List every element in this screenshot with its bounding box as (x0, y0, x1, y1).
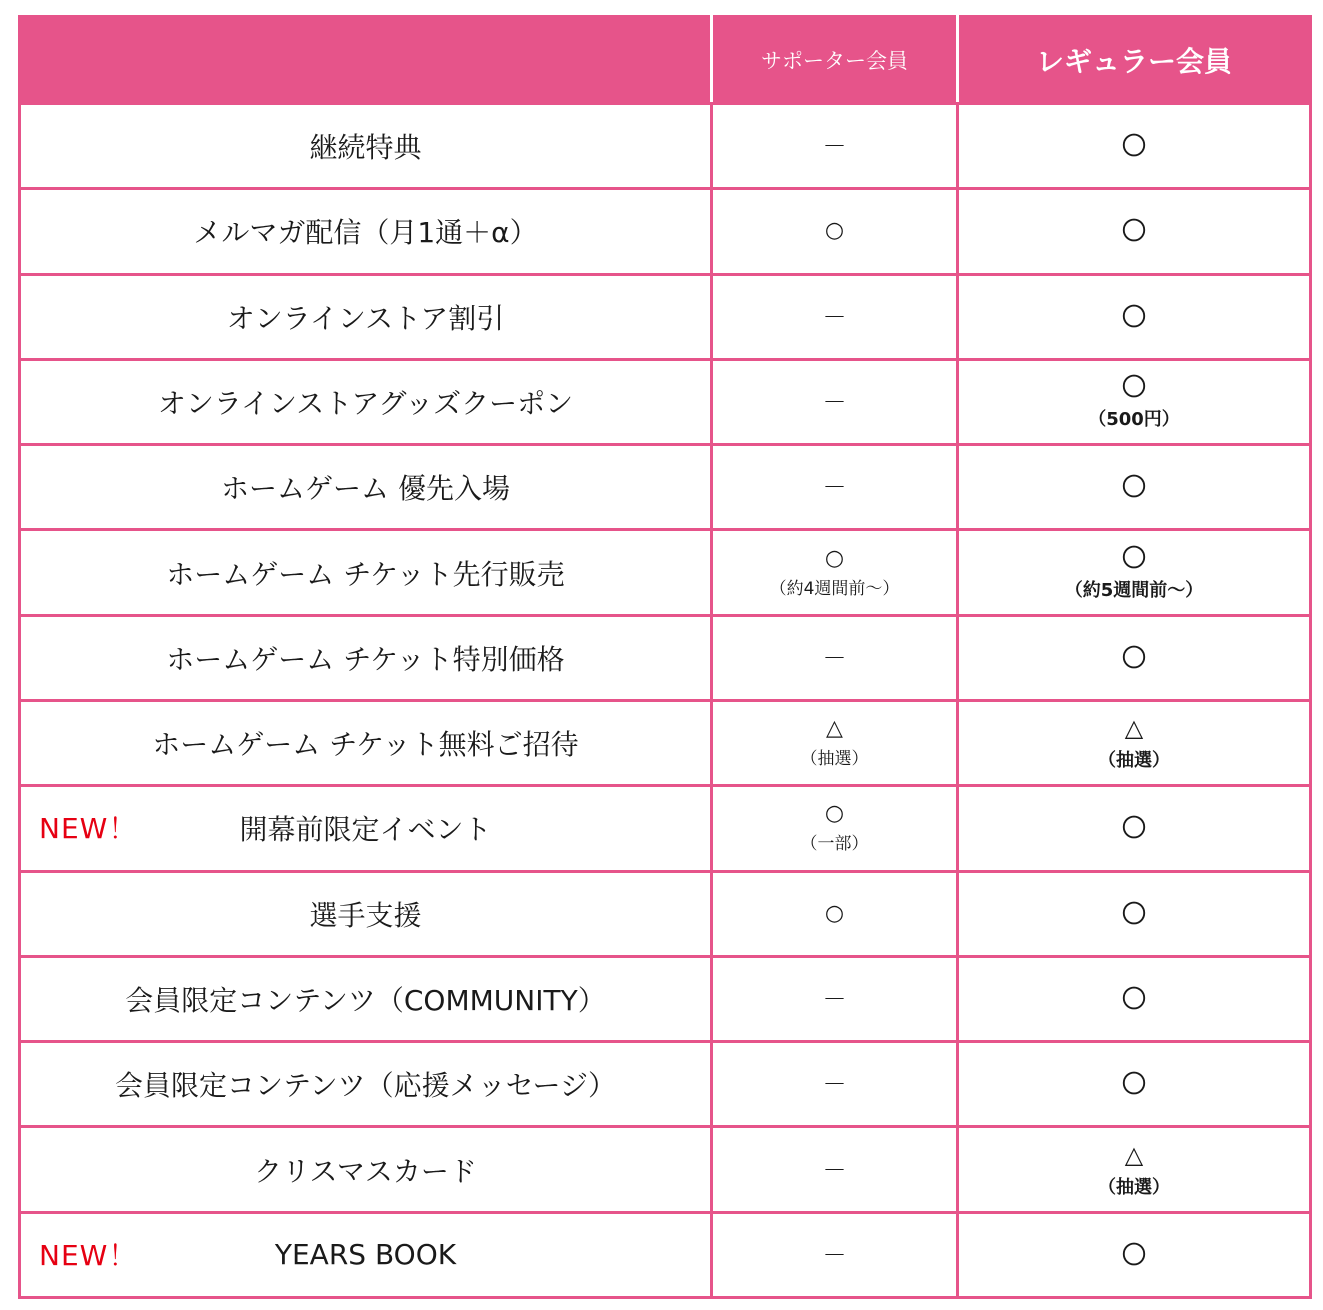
table-row (20, 104, 1311, 189)
feature-cell (20, 1212, 712, 1297)
regular-cell (958, 530, 1311, 615)
table-row (20, 700, 1311, 785)
regular-mark: 〇 (1122, 217, 1146, 246)
supporter-mark: － (822, 302, 847, 331)
regular-cell (958, 189, 1311, 274)
feature-cell (20, 445, 712, 530)
feature-label: ホームゲーム 優先入場 (221, 472, 510, 506)
supporter-mark: － (822, 1070, 847, 1099)
regular-mark: 〇 (1122, 643, 1146, 672)
feature-label: 開幕前限定イベント (239, 813, 492, 847)
regular-note: （抽選） (1098, 750, 1170, 772)
header-feature-cell (20, 17, 712, 104)
supporter-cell (712, 871, 958, 956)
header-row (20, 17, 1311, 104)
new-badge: NEW！ (39, 1238, 138, 1272)
feature-label: ホームゲーム チケット先行販売 (166, 557, 565, 591)
regular-cell (958, 1042, 1311, 1127)
table-row (20, 1127, 1311, 1212)
feature-label: オンラインストアグッズクーポン (157, 386, 574, 420)
table-row (20, 615, 1311, 700)
regular-mark: 〇 (1122, 132, 1146, 161)
regular-cell (958, 786, 1311, 871)
table-row (20, 871, 1311, 956)
supporter-cell (712, 786, 958, 871)
feature-cell (20, 530, 712, 615)
regular-mark: 〇 (1122, 372, 1146, 401)
regular-cell (958, 700, 1311, 785)
supporter-mark: ○ (824, 900, 845, 926)
supporter-cell (712, 1042, 958, 1127)
supporter-mark: － (822, 387, 847, 416)
regular-cell (958, 956, 1311, 1041)
regular-cell (958, 871, 1311, 956)
regular-mark: △ (1124, 714, 1144, 743)
regular-cell (958, 445, 1311, 530)
regular-note: （抽選） (1098, 1176, 1170, 1198)
supporter-mark: － (822, 1240, 847, 1269)
table-row (20, 956, 1311, 1041)
table-row (20, 530, 1311, 615)
supporter-cell (712, 274, 958, 359)
regular-mark: 〇 (1122, 899, 1146, 928)
table-header (20, 17, 1311, 104)
table-row (20, 786, 1311, 871)
regular-mark: 〇 (1122, 984, 1146, 1013)
regular-mark: 〇 (1122, 1070, 1146, 1099)
regular-cell (958, 274, 1311, 359)
supporter-cell (712, 445, 958, 530)
feature-cell (20, 359, 712, 444)
regular-cell (958, 359, 1311, 444)
regular-cell (958, 1127, 1311, 1212)
feature-cell (20, 1042, 712, 1127)
supporter-cell (712, 530, 958, 615)
feature-cell (20, 871, 712, 956)
feature-cell (20, 615, 712, 700)
feature-cell (20, 700, 712, 785)
feature-cell (20, 189, 712, 274)
feature-label: ホームゲーム チケット特別価格 (166, 642, 565, 676)
supporter-mark: － (822, 984, 847, 1013)
regular-cell (958, 104, 1311, 189)
feature-label: 会員限定コンテンツ（COMMUNITY） (125, 983, 606, 1017)
supporter-mark: － (822, 643, 847, 672)
feature-label: 継続特典 (309, 131, 422, 165)
supporter-mark: ○ (824, 801, 845, 827)
supporter-note: （一部） (800, 834, 869, 855)
new-badge: NEW！ (39, 812, 138, 846)
table-body (20, 104, 1311, 1298)
feature-label: クリスマスカード (254, 1154, 477, 1188)
feature-cell (20, 1127, 712, 1212)
supporter-cell (712, 1127, 958, 1212)
feature-label: メルマガ配信（月1通＋α） (193, 216, 538, 250)
regular-mark: 〇 (1122, 543, 1146, 572)
regular-cell (958, 1212, 1311, 1297)
feature-cell (20, 956, 712, 1041)
regular-mark: 〇 (1122, 302, 1146, 331)
table-row (20, 359, 1311, 444)
supporter-cell (712, 104, 958, 189)
regular-note: （500円） (1088, 408, 1180, 430)
regular-mark: 〇 (1122, 814, 1146, 843)
table-row (20, 1042, 1311, 1127)
regular-mark: 〇 (1122, 1240, 1146, 1269)
supporter-cell (712, 1212, 958, 1297)
supporter-cell (712, 615, 958, 700)
regular-cell (958, 615, 1311, 700)
feature-label: 選手支援 (309, 898, 422, 932)
supporter-mark: ○ (824, 218, 845, 244)
supporter-mark: － (822, 132, 847, 161)
supporter-note: （抽選） (800, 749, 869, 770)
feature-label: ホームゲーム チケット無料ご招待 (152, 728, 579, 762)
header-regular: レギュラー会員 (958, 17, 1311, 104)
supporter-mark: △ (826, 716, 843, 742)
supporter-mark: － (822, 1155, 847, 1184)
regular-mark: △ (1124, 1140, 1144, 1169)
supporter-cell (712, 700, 958, 785)
table-row (20, 1212, 1311, 1297)
supporter-cell (712, 359, 958, 444)
table-row (20, 274, 1311, 359)
header-supporter: サポーター会員 (712, 17, 958, 104)
table-row (20, 445, 1311, 530)
feature-cell (20, 786, 712, 871)
feature-label: 会員限定コンテンツ（応援メッセージ） (115, 1069, 616, 1103)
supporter-note: （約4週間前～） (769, 578, 900, 599)
supporter-mark: ○ (824, 545, 845, 571)
table-row (20, 189, 1311, 274)
regular-mark: 〇 (1122, 473, 1146, 502)
supporter-cell (712, 189, 958, 274)
feature-cell (20, 104, 712, 189)
feature-cell (20, 274, 712, 359)
feature-label: オンラインストア割引 (226, 301, 505, 335)
supporter-cell (712, 956, 958, 1041)
supporter-mark: － (822, 473, 847, 502)
regular-note: （約5週間前～） (1064, 579, 1204, 601)
feature-label: YEARS BOOK (274, 1238, 457, 1272)
membership-comparison-table (18, 15, 1312, 1299)
